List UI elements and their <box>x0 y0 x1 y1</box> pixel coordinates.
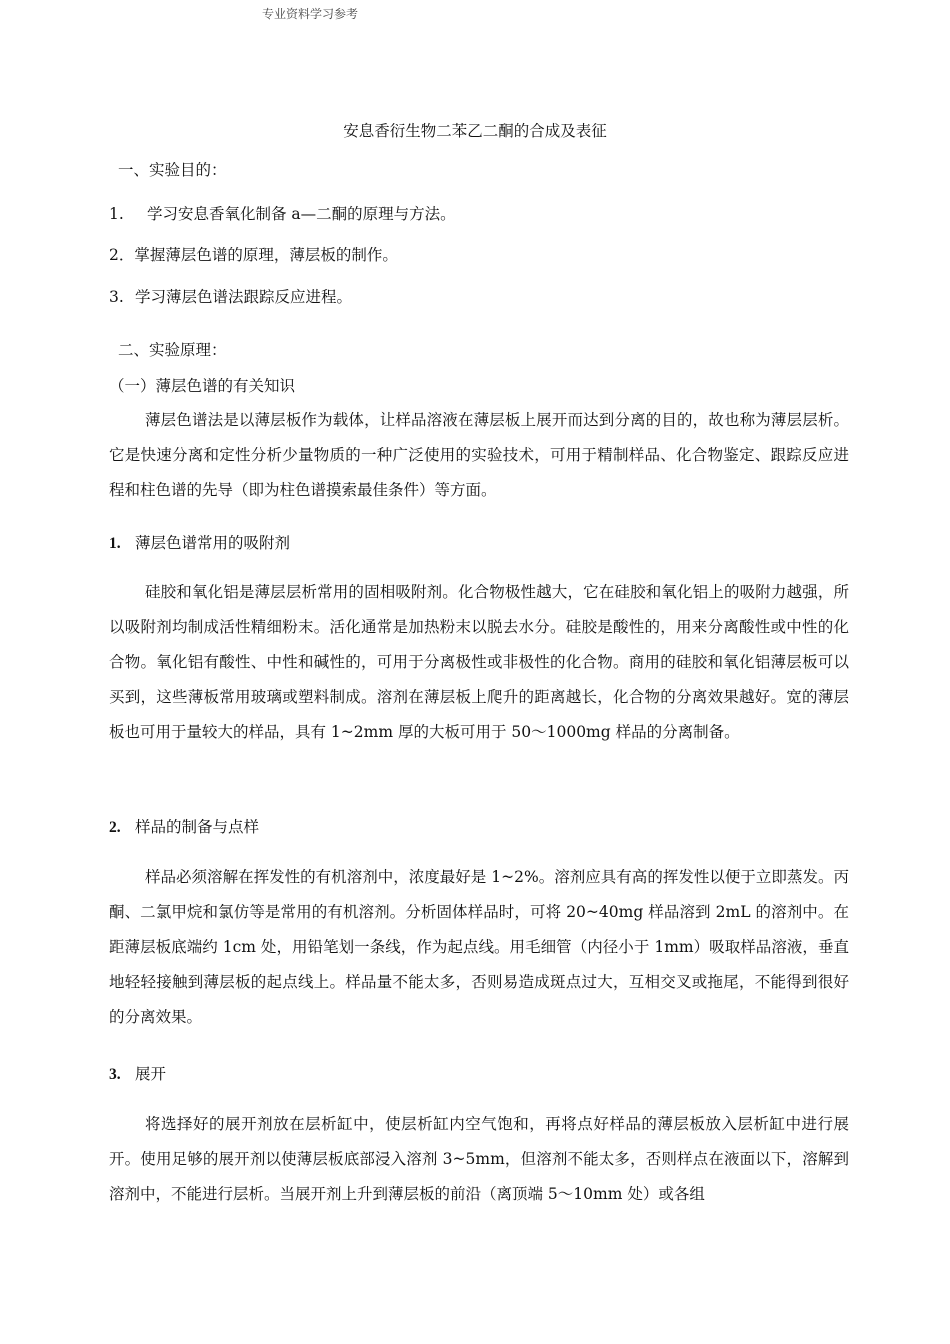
objective-item-1 <box>109 202 456 224</box>
objective-item-2-number: 2． <box>109 246 135 264</box>
objective-item-2-text: 掌握薄层色谱的原理，薄层板的制作。 <box>134 246 398 264</box>
objective-item-3-number: 3. <box>109 288 124 306</box>
topic-3-paragraph <box>109 1107 849 1212</box>
topic-1-title: 薄层色谱常用的吸附剂 <box>135 534 291 552</box>
topic-1-text: 硅胶和氧化铝是薄层层析常用的固相吸附剂。化合物极性越大，它在硅胶和氧化铝上的吸附力越强，所以吸附剂均制成活性精细粉末。活化通常是加热粉末以脱去水分。硅胶是酸性的，用来分离酸性或中性的化合物。氧化铝有酸性、中性和碱性的，可用于分离极性或非极性的化合物。商用的硅胶和氧化铝薄层板可以买到，这些薄板常用玻璃或塑料制成。溶剂在薄层板上爬升的距离越长，化合物的分离效果越好。宽的薄层板也可用于量较大的样品，具有 1~2mm 厚的大板可用于 50～1000mg 样品的分离制备。 <box>109 583 849 741</box>
topic-1-number: 1. <box>109 535 121 552</box>
section-2-subheading: （一）薄层色谱的有关知识 <box>109 377 296 395</box>
document-title: 安息香衍生物二苯乙二酮的合成及表征 <box>343 122 607 140</box>
objective-item-2 <box>109 243 398 265</box>
topic-3-number: 3. <box>109 1066 121 1083</box>
topic-3-title: 展开 <box>135 1065 167 1083</box>
objective-item-3-text: 学习薄层色谱法跟踪反应进程。 <box>135 288 353 306</box>
intro-paragraph-text: 薄层色谱法是以薄层板作为载体，让样品溶液在薄层板上展开而达到分离的目的，故也称为薄层层析。它是快速分离和定性分析少量物质的一种广泛使用的实验技术，可用于精制样品、化合物鉴定、跟踪反应进程和柱色谱的先导（即为柱色谱摸索最佳条件）等方面。 <box>109 411 849 499</box>
objective-item-1-number: 1. <box>109 205 124 223</box>
section-1-heading: 一、实验目的： <box>118 161 227 179</box>
topic-3-text: 将选择好的展开剂放在层析缸中，使层析缸内空气饱和，再将点好样品的薄层板放入层析缸中进行展开。使用足够的展开剂以使薄层板底部浸入溶剂 3~5mm，但溶剂不能太多，否则样点在液面以下，溶解到溶剂中，不能进行层析。当展开剂上升到薄层板的前沿（离顶端 5～10mm 处）或各组 <box>109 1115 849 1203</box>
section-2-heading: 二、实验原理： <box>118 341 227 359</box>
topic-1-paragraph <box>109 575 849 750</box>
objective-item-3 <box>109 285 352 307</box>
topic-2-paragraph <box>109 860 849 1035</box>
topic-2-number: 2. <box>109 819 121 836</box>
topic-3-heading <box>109 1062 166 1084</box>
topic-1-heading <box>109 531 290 553</box>
topic-2-title: 样品的制备与点样 <box>135 818 260 836</box>
objective-item-1-text: 学习安息香氧化制备 a—二酮的原理与方法。 <box>147 205 456 223</box>
intro-paragraph <box>109 403 849 508</box>
topic-2-text: 样品必须溶解在挥发性的有机溶剂中，浓度最好是 1~2%。溶剂应具有高的挥发性以便于立即蒸发。丙酮、二氯甲烷和氯仿等是常用的有机溶剂。分析固体样品时，可将 20~40mg 样品溶到 2mL 的溶剂中。在距薄层板底端约 1cm 处，用铅笔划一条线，作为起点线。用毛细管（内径小于 1mm）吸取样品溶液，垂直地轻轻接触到薄层板的起点线上。样品量不能太多，否则易造成斑点过大，互相交叉或拖尾，不能得到很好的分离效果。 <box>109 868 849 1026</box>
page-header: 专业资料学习参考 <box>262 7 359 21</box>
topic-2-heading <box>109 815 259 837</box>
